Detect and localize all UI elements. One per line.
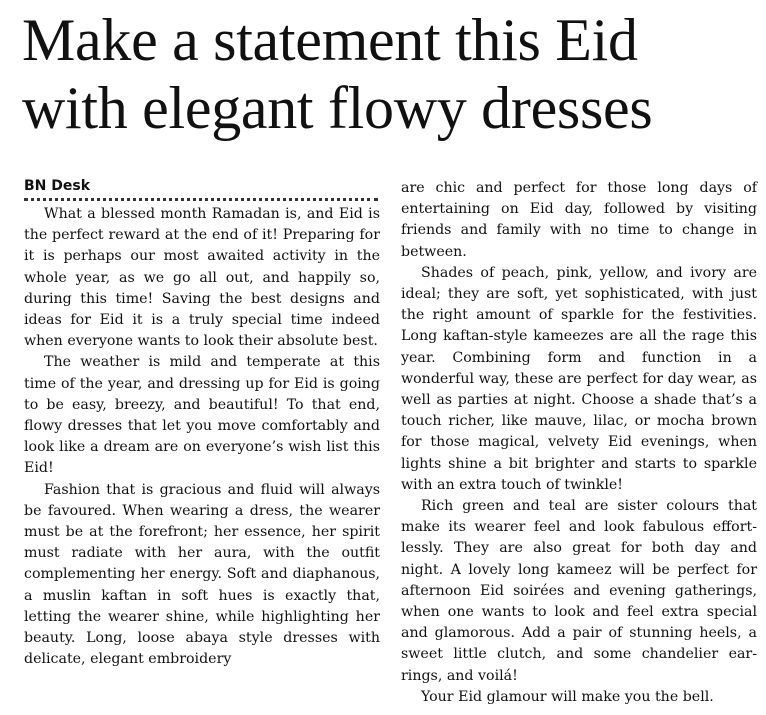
paragraph-fashion: Fashion that is gracious and fluid will always be favoured. When wearing a dress, the wearer must be at the forefront; her essence, her spirit must radiate with her aura, with the outfit complementing her energy. Soft and diaphanous, a muslin kaftan in soft hues is exactly that, letting the wearer shine, while highlighting her beauty. Long, loose abaya style dresses with delicate, elegant embroidery <box>24 481 380 668</box>
paragraph-shades: Shades of peach, pink, yellow, and ivory are ideal; they are soft, yet sophisticated, with just the right amount of sparkle for the festivities. Long kaftan-style kameezes are all the rage this year. Combining form and function in a wonderful way, these are perfect for day wear, as well as parties at night. Choose a shade that’s a touch richer, like mauve, lilac, or mocha brown for those magical, velvety Eid evenings, when lights shine a bit brighter and starts to sparkle with an extra touch of twinkle! <box>401 264 757 493</box>
article-column-left <box>24 204 380 670</box>
paragraph-fashion-continued: are chic and perfect for those long days of entertaining on Eid day, followed by visiting friends and family with no time to change in between. <box>401 180 757 260</box>
paragraph-ramadan-intro: What a blessed month Ramadan is, and Eid is the perfect reward at the end of it! Preparing for it is perhaps our most awaited activity in the whole year, as we go all out, and happily so, during this time! Saving the best designs and ideas for Eid it is a truly special time indeed when everyone wants to look their absolute best. <box>24 206 380 350</box>
headline-line-2: with elegant flowy dresses <box>22 75 653 141</box>
paragraph-green-teal: Rich green and teal are sister colours that make its wearer feel and look fabulous effortlessly. They are also great for both day and night. A lovely long kameez will be perfect for afternoon Eid soirées and evening gatherings, when one wants to look and feel extra special and glamorous. Add a pair of stunning heels, a sweet little clutch, and some chandelier earrings, and voilá! <box>401 498 757 684</box>
headline <box>22 6 752 142</box>
paragraph-weather: The weather is mild and temperate at this time of the year, and dressing up for Eid is going to be easy, breezy, and beautiful! To that end, flowy dresses that let you move comfortably and look like a dream are on everyone’s wish list this Eid! <box>24 354 380 477</box>
paragraph-closing: Your Eid glamour will make you the bell. <box>421 688 714 705</box>
headline-line-1: Make a statement this Eid <box>22 7 638 73</box>
byline: BN Desk <box>24 178 378 201</box>
article-column-right <box>401 178 757 708</box>
